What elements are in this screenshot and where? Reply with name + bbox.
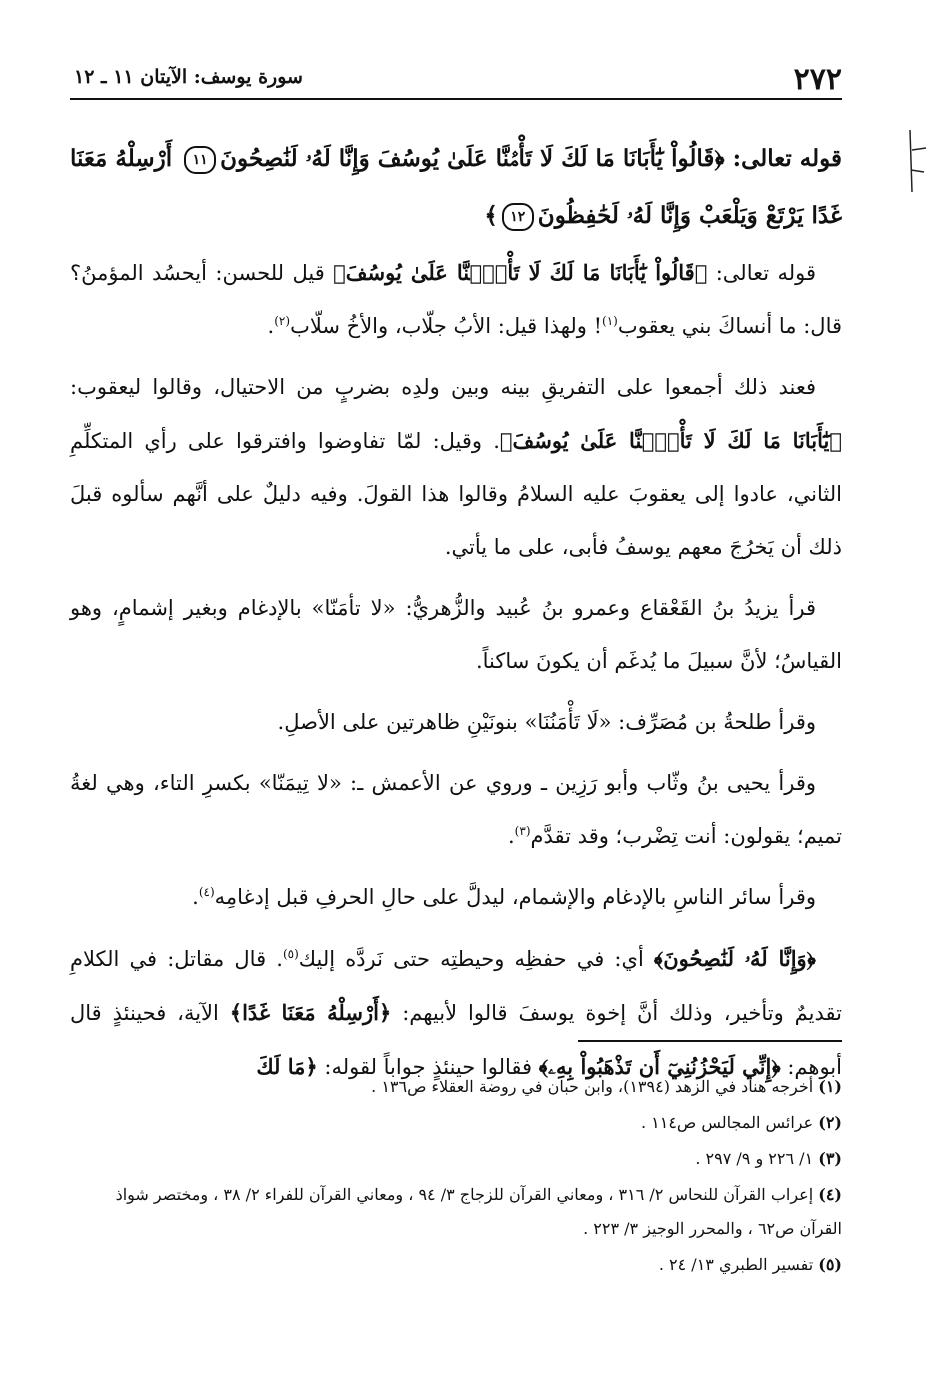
running-header	[70, 58, 842, 100]
header-title: سورة يوسف: الآيتان ١١ ـ ١٢	[74, 66, 303, 88]
paragraph-4: وقرأ طلحةُ بن مُصَرِّف: «لَا تَأْمَنُنَا» بنونَيْنِ ظاهرتين على الأصلِ.	[277, 710, 816, 734]
margin-bracket-mark	[902, 128, 936, 194]
paragraph-text: فقالوا حينئذٍ جواباً لقوله:	[317, 1055, 539, 1079]
paragraph-text: . قال مقاتل: في الكلامِ تقديمٌ وتأخير، وذلك أنَّ إخوة يوسفَ قالوا لأبيهم:	[70, 947, 842, 1025]
paragraph-text: قيل للحسن: أيحسُد المؤمنُ؟ قال: ما أنساكَ بني يعقوب	[70, 261, 842, 338]
verse-heading-close: ﴾	[484, 202, 498, 229]
footnote-number: (١)	[818, 1077, 842, 1096]
quran-quote: ﴿قَالُواْ يَٰٓأَبَانَا مَا لَكَ لَا تَأْمَ۫نَّا عَلَىٰ يُوسُفَ﴾	[333, 260, 708, 285]
footnote-reference: (٣)	[514, 824, 531, 838]
paragraph-end: .	[507, 824, 515, 848]
footnote-text: عرائس المجالس ص١١٤ .	[640, 1113, 814, 1132]
footnote-number: (٤)	[818, 1185, 842, 1204]
footnote	[70, 1248, 842, 1282]
quran-quote: ﴿أَرْسِلْهُ مَعَنَا غَدًا﴾	[229, 1000, 392, 1025]
footnote-reference: (٥)	[282, 947, 299, 961]
footnote	[70, 1142, 842, 1176]
paragraph-end: .	[267, 314, 275, 338]
verse-heading-quran-2: أَرْسِلْهُ مَعَنَا غَدًا يَرْتَعْ وَيَلْعَبْ وَإِنَّا لَهُۥ لَحَٰفِظُونَ	[70, 145, 842, 229]
verse-number-marker: ١٢	[502, 203, 534, 231]
paragraph-intro: قوله تعالى:	[707, 261, 817, 285]
footnotes	[70, 1070, 842, 1284]
footnote-number: (٥)	[818, 1255, 842, 1274]
main-text	[70, 130, 842, 1102]
footnote-reference: (٢)	[274, 314, 291, 328]
footnote-reference: (٤)	[198, 885, 215, 899]
footnote-number: (٢)	[818, 1113, 842, 1132]
paragraph-1	[70, 246, 842, 353]
paragraph-text: أي: في حفظِه وحيطتِه حتى نَردَّه إليك	[298, 947, 654, 971]
footnote-text: ١/ ٢٢٦ و ٩/ ٢٩٧ .	[695, 1149, 814, 1168]
page-number: ٢٧٢	[793, 62, 842, 97]
paragraph-2	[70, 361, 842, 574]
paragraph-6	[70, 871, 842, 924]
footnote-separator	[578, 1040, 842, 1042]
quran-quote: ﴿مَا لَكَ	[256, 1054, 318, 1079]
footnote-text: تفسير الطبري ١٣/ ٢٤ .	[658, 1255, 814, 1274]
paragraph-text: وقرأ يحيى بنُ وثّاب وأبو رَزِين ـ وروي عن الأعمش ـ: «لا تِيمَنّا» بكسرِ التاء، وهي لغةُ تميم؛ يقولون: أنت تِضْرب؛ وقد تقدَّم	[70, 771, 842, 848]
verse-heading	[70, 130, 842, 244]
footnote-text: إعراب القرآن للنحاس ٢/ ٣١٦ ، ومعاني القرآن للزجاج ٣/ ٩٤ ، ومعاني القرآن للفراء ٢/ ٣٨ ، ومختصر شواذ القرآن ص٦٢ ، والمحرر الوجيز ٣/ ٢٢٣ .	[115, 1185, 842, 1238]
verse-heading-label: قوله تعالى:	[732, 145, 843, 172]
paragraph-text: الآية، فحينئذٍ قال أبوهم:	[70, 1001, 842, 1079]
footnote	[70, 1178, 842, 1246]
paragraph-3: قرأ يزيدُ بنُ القَعْقاع وعمرو بنُ عُبيد والزُّهريُّ: «لا تأمَنّا» بالإدغام وبغير إشمامٍ، وهو القياسُ؛ لأنَّ سبيلَ ما يُدغَم أن يكونَ ساكناً.	[70, 596, 842, 673]
footnote	[70, 1106, 842, 1140]
paragraph-text: ! ولهذا قيل: الأبُ جلّاب، والأخُ سلّاب	[290, 314, 603, 338]
paragraph-end: .	[192, 885, 199, 909]
verse-number-marker: ١١	[184, 146, 216, 174]
quran-quote: ﴿يَٰٓأَبَانَا مَا لَكَ لَا تَأْمَ۫نَّا عَلَىٰ يُوسُفَ﴾	[499, 428, 842, 453]
footnote-reference: (١)	[602, 314, 618, 328]
paragraph-text: وقرأ سائر الناسِ بالإدغام والإشمام، ليدلَّ على حالِ الحرفِ قبل إدغامِه	[214, 885, 816, 909]
footnote	[70, 1070, 842, 1104]
paragraph-text: . وقيل: لمّا تفاوضوا وافترقوا على رأي المتكلِّمِ الثاني، عادوا إلى يعقوبَ عليه السلامُ وقالوا هذا القولَ. وفيه دليلٌ على أنَّهم سألوه قبلَ ذلك أن يَخرُجَ معهم يوسفُ فأبى، على ما يأتي.	[70, 429, 842, 559]
quran-quote: ﴿إِنِّي لَيَحْزُنُنِيٓ أَن تَذْهَبُواْ بِهِۦ﴾	[538, 1054, 781, 1079]
paragraph-5	[70, 757, 842, 863]
paragraph-text: فعند ذلك أجمعوا على التفريقِ بينه وبين ولدِه بضربٍ من الاحتيال، وقالوا ليعقوب:	[70, 375, 816, 399]
verse-heading-quran-1: ﴿قَالُواْ يَٰٓأَبَانَا مَا لَكَ لَا تَأْمَ۫نَّا عَلَىٰ يُوسُفَ وَإِنَّا لَهُۥ لَنَٰصِحُونَ	[220, 145, 725, 172]
quran-quote: ﴿وَإِنَّا لَهُۥ لَنَٰصِحُونَ﴾	[653, 946, 816, 971]
footnote-text: أخرجه هناد في الزهد (١٣٩٤)، وابن حبان في روضة العقلاء ص١٣٦ .	[371, 1077, 814, 1096]
footnote-number: (٣)	[818, 1149, 842, 1168]
